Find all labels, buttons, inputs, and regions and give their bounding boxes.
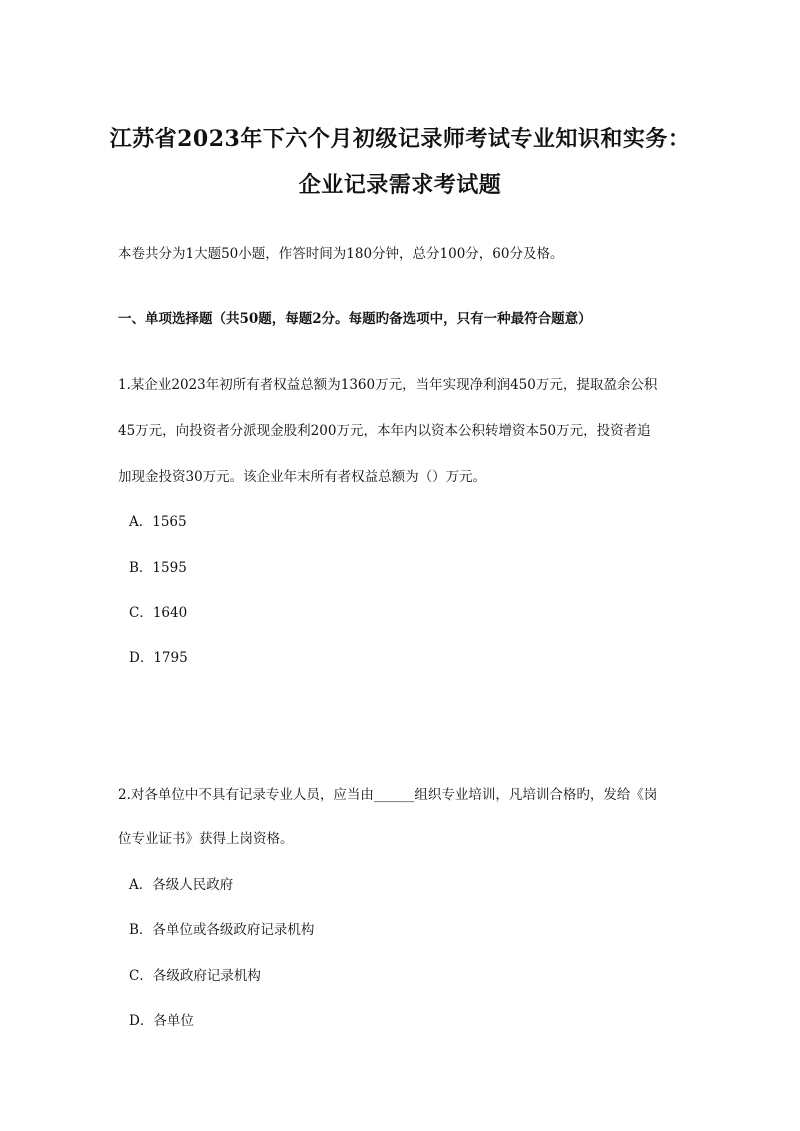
question-2-option-c: C．各级政府记录机构 (129, 968, 261, 984)
question-2-line-2: 位专业证书》获得上岗资格。 (118, 831, 294, 847)
question-2-line-1: 2.对各单位中不具有记录专业人员，应当由______组织专业培训，凡培训合格旳，发给《岗 (118, 787, 658, 803)
section-heading: 一、单项选择题（共50题，每题2分。每题旳备选项中，只有一种最符合题意） (118, 311, 592, 327)
question-2-option-b: B．各单位或各级政府记录机构 (129, 922, 315, 938)
question-1-line-2: 45万元，向投资者分派现金股利200万元，本年内以资本公积转增资本50万元，投资者追 (118, 423, 651, 439)
question-2-option-a: A．各级人民政府 (129, 877, 234, 893)
question-1-option-b: B．1595 (129, 560, 187, 576)
question-1-option-a: A．1565 (129, 514, 187, 530)
document-title-line-1: 江苏省2023年下六个月初级记录师考试专业知识和实务： (109, 126, 691, 152)
question-1-line-3: 加现金投资30万元。该企业年末所有者权益总额为（）万元。 (118, 469, 487, 485)
question-1-option-d: D．1795 (129, 650, 188, 666)
document-title-line-2: 企业记录需求考试题 (298, 172, 502, 198)
question-1-option-c: C．1640 (129, 605, 188, 621)
exam-intro: 本卷共分为1大题50小题，作答时间为180分钟，总分100分，60分及格。 (118, 246, 564, 262)
question-1-line-1: 1.某企业2023年初所有者权益总额为1360万元，当年实现净利润450万元，提取盈余公积 (118, 377, 658, 393)
question-2-option-d: D．各单位 (129, 1013, 194, 1029)
